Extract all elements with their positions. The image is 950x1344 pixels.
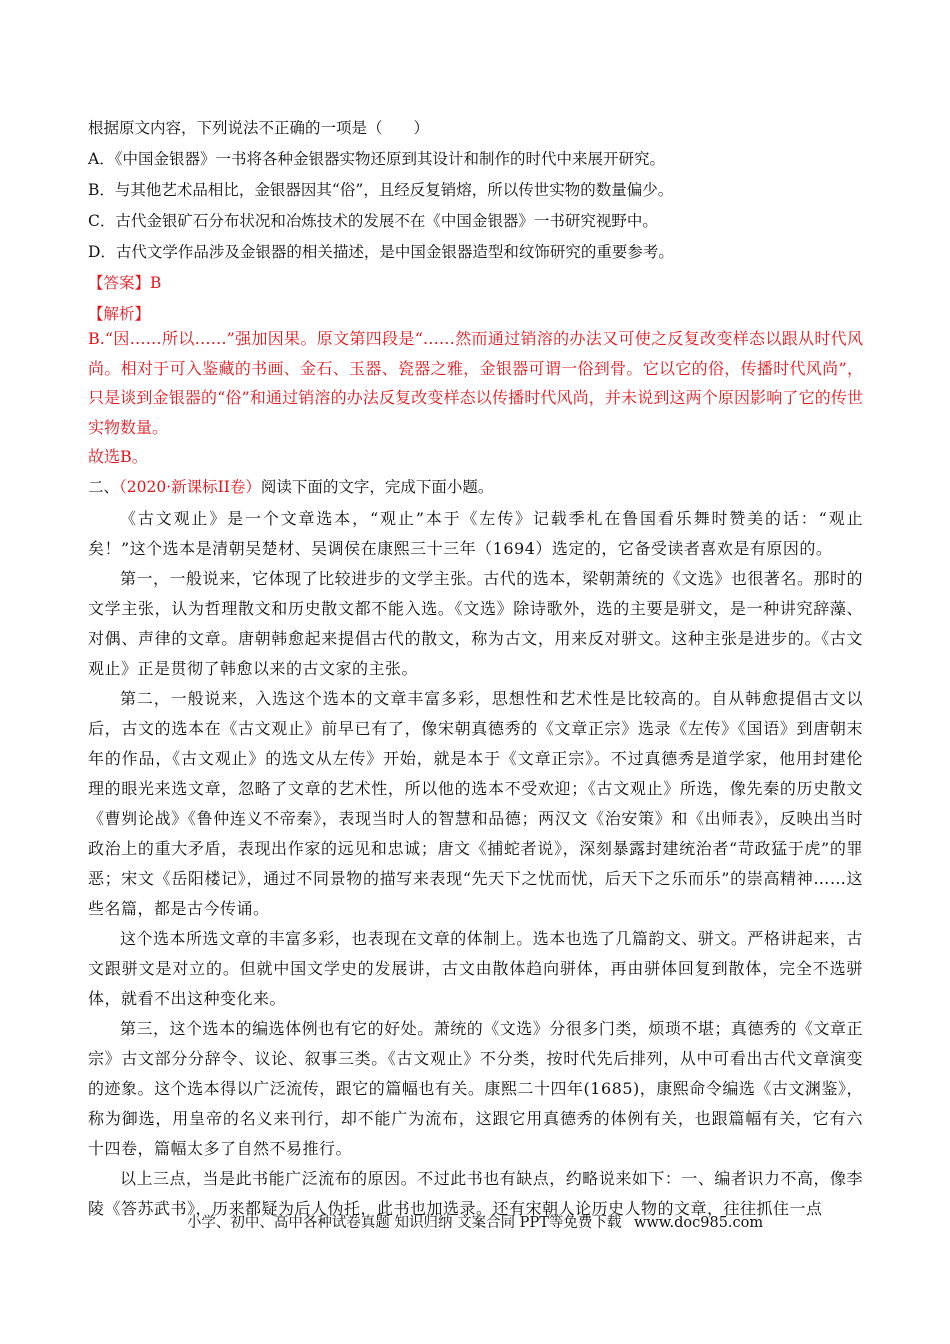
page-footer	[0, 1211, 950, 1232]
passage-paragraph: 第一，一般说来，它体现了比较进步的文学主张。古代的选本，梁朝萧统的《文选》也很著名。那时的文学主张，认为哲理散文和历史散文都不能入选。《文选》除诗歌外，选的主要是骈文，是一种讲究辞藻、对偶、声律的文章。唐朝韩愈起来提倡古代的散文，称为古文，用来反对骈文。这种主张是进步的。《古文观止》正是贯彻了韩愈以来的古文家的主张。	[88, 569, 863, 678]
analysis-tag: 【解析】	[88, 305, 151, 323]
section-two-heading	[88, 472, 863, 503]
passage-paragraph: 以上三点，当是此书能广泛流布的原因。不过此书也有缺点，约略说来如下：一、编者识力不高，像李陵《答苏武书》，历来都疑为后人伪托，此书也加选录。还有宋朝人论历史人物的文章，往往抓住一点	[88, 1169, 863, 1218]
section-source: （2020·新课标II卷）	[119, 478, 261, 496]
option-d: D．古代文学作品涉及金银器的相关描述，是中国金银器造型和纹饰研究的重要参考。	[88, 243, 674, 261]
reading-passage	[88, 504, 863, 1224]
question-stem: 根据原文内容，下列说法不正确的一项是（ ）	[88, 119, 430, 137]
option-a: A．《中国金银器》一书将各种金银器实物还原到其设计和制作的时代中来展开研究。	[88, 150, 665, 168]
question-block	[88, 113, 863, 330]
analysis-block	[88, 324, 863, 472]
footer-text: 小学、初中、高中各种试卷真题 知识归纳 文案合同 PPT等免费下载	[186, 1215, 622, 1231]
passage-paragraph: 《古文观止》是一个文章选本，“观止”本于《左传》记载季札在鲁国看乐舞时赞美的话：“观止矣！”这个选本是清朝吴楚材、吴调侯在康熙三十三年（1694）选定的，它备受读者喜欢是有原因的。	[88, 509, 863, 558]
option-c: C．古代金银矿石分布状况和冶炼技术的发展不在《中国金银器》一书研究视野中。	[88, 212, 658, 230]
section-instruction: 阅读下面的文字，完成下面小题。	[260, 478, 494, 496]
section-number: 二、	[88, 478, 120, 496]
passage-paragraph: 第二，一般说来，入选这个选本的文章丰富多彩，思想性和艺术性是比较高的。自从韩愈提倡古文以后，古文的选本在《古文观止》前早已有了，像宋朝真德秀的《文章正宗》选录《左传》《国语》到唐朝末年的作品，《古文观止》的选文从左传》开始，就是本于《文章正宗》。不过真德秀是道学家，他用封建伦理的眼光来选文章，忽略了文章的艺术性，所以他的选本不受欢迎；《古文观止》所选，像先秦的历史散文《曹刿论战》《鲁仲连义不帝秦》，表现当时人的智慧和品德；两汉文《治安策》和《出师表》，反映出当时政治上的重大矛盾，表现出作家的远见和忠诚；唐文《捕蛇者说》，深刻暴露封建统治者“苛政猛于虎”的罪恶；宋文《岳阳楼记》，通过不同景物的描写来表现“先天下之忧而忧，后天下之乐而乐”的崇高精神……这些名篇，都是古今传诵。	[88, 689, 863, 918]
passage-paragraph: 这个选本所选文章的丰富多彩，也表现在文章的体制上。选本也选了几篇韵文、骈文。严格讲起来，古文跟骈文是对立的。但就中国文学史的发展讲，古文由散体趋向骈体，再由骈体回复到散体，完全不选骈体，就看不出这种变化来。	[88, 929, 863, 1008]
answer-tag: 【答案】B	[88, 274, 162, 292]
footer-url[interactable]: www.doc985.com	[633, 1215, 764, 1231]
passage-paragraph: 第三，这个选本的编选体例也有它的好处。萧统的《文选》分很多门类，烦琐不堪；真德秀的《文章正宗》古文部分分辞令、议论、叙事三类。《古文观止》不分类，按时代先后排列，从中可看出古代文章演变的迹象。这个选本得以广泛流传，跟它的篇幅也有关。康熙二十四年(1685)，康熙命令编选《古文渊鉴》，称为御选，用皇帝的名义来刊行，却不能广为流布，这跟它用真德秀的体例有关，也跟篇幅有关，它有六十四卷，篇幅太多了自然不易推行。	[88, 1019, 863, 1158]
option-b: B．与其他艺术品相比，金银器因其“俗”，且经反复销熔，所以传世实物的数量偏少。	[88, 181, 674, 199]
analysis-text: B.“因……所以……”强加因果。原文第四段是“……然而通过销溶的办法又可使之反复改变样态以跟从时代风尚。相对于可入鉴藏的书画、金石、玉器、瓷器之雅，金银器可谓一俗到骨。它以它的俗，传播时代风尚”，只是谈到金银器的“俗”和通过销溶的办法反复改变样态以传播时代风尚，并未说到这两个原因影响了它的传世实物数量。	[88, 329, 863, 437]
analysis-conclusion: 故选B。	[88, 447, 148, 466]
